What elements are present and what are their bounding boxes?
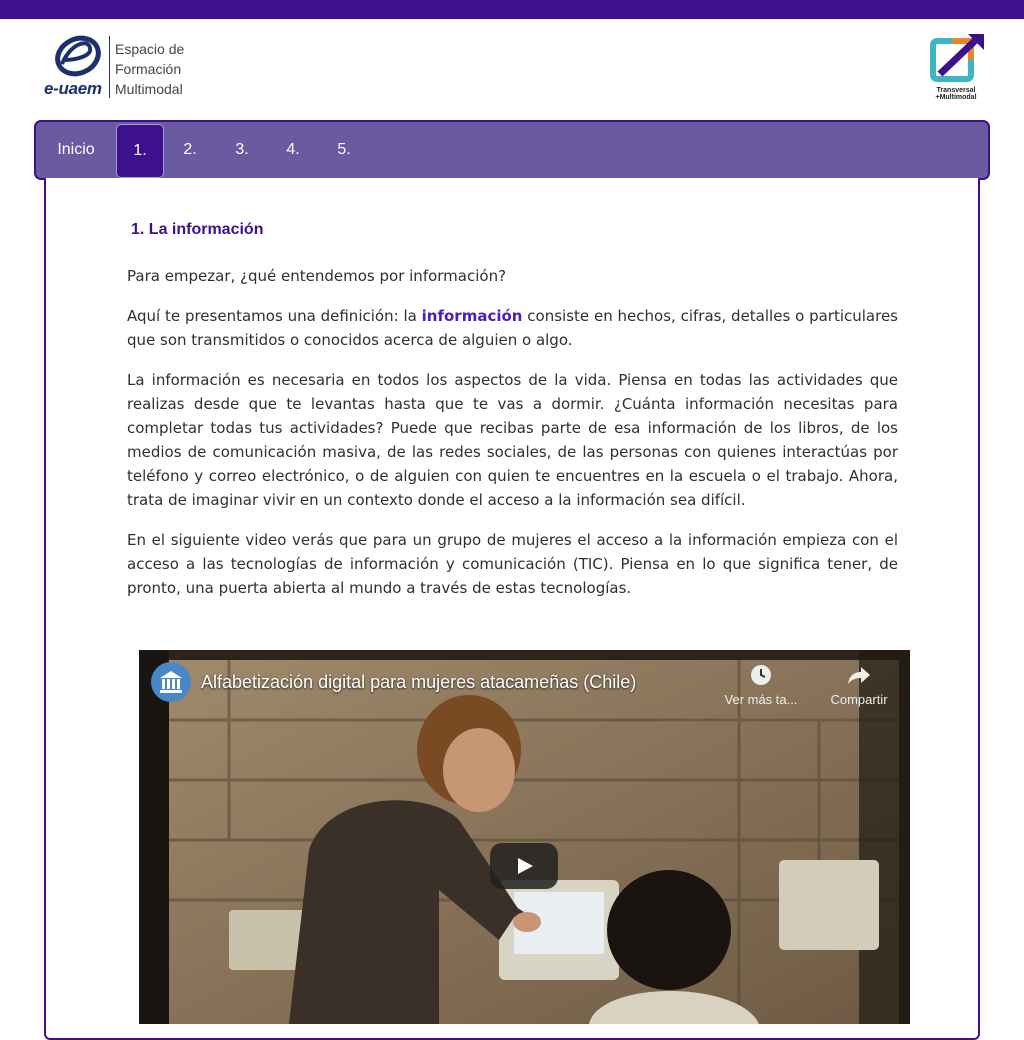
partner-text	[926, 87, 986, 101]
paragraph-definition	[127, 304, 898, 352]
unesco-temple-icon	[151, 662, 191, 702]
paragraph-video-intro: En el siguiente video verás que para un grupo de mujeres el acceso a la información empieza con el acceso a las tecnologías de información y comunicación (TIC). Piensa en lo que significa tener, de pronto, una puerta abierta al mundo a través de estas tecnologías.	[127, 531, 898, 597]
nav-section-1[interactable]: 1.	[116, 124, 164, 178]
play-button[interactable]	[490, 843, 558, 889]
video-title[interactable]: Alfabetización digital para mujeres atacameñas (Chile)	[201, 672, 637, 692]
video-player[interactable]	[139, 650, 910, 1024]
channel-avatar[interactable]	[151, 662, 191, 702]
nav-section-2[interactable]: 2.	[183, 141, 197, 158]
definition-rest: consiste en hechos, cifras, detalles o particulares que son transmitidos o conocidos acerca de alguien o algo.	[127, 307, 899, 349]
section-nav	[34, 120, 990, 180]
brand-line-1: Espacio de	[115, 41, 185, 57]
partner-line-1: Transversal	[936, 87, 976, 94]
transversal-arrow-icon	[930, 32, 986, 86]
definition-lead: Aquí te presentamos una definición: la	[127, 307, 422, 325]
transversal-multimodal-logo[interactable]	[924, 32, 990, 106]
lesson-content	[127, 218, 898, 616]
clock-icon	[750, 664, 772, 686]
nav-inicio[interactable]: Inicio	[57, 141, 95, 158]
nav-section-5[interactable]: 5.	[337, 141, 351, 158]
paragraph-importance: La información es necesaria en todos los aspectos de la vida. Piensa en todas las actividades que realizas desde que te levantas hasta que te vas a dormir. ¿Cuánta información necesitas para completar todas tus actividades? Puede que recibas parte de esa información de los libros, de los medios de comunicación masiva, de las redes sociales, de las personas con quienes interactúas por teléfono y correo electrónico, o de alguien con quien te encuentres en la escuela o el trabajo. Ahora, trata de imaginar vivir en un contexto donde el acceso a la información sea difícil.	[127, 371, 898, 509]
partner-line-2: +Multimodal	[935, 94, 977, 101]
page-title: 1. La información	[131, 221, 264, 238]
nav-section-3[interactable]: 3.	[235, 141, 249, 158]
play-icon	[516, 857, 534, 875]
watch-later-button[interactable]	[721, 664, 801, 707]
euaem-logo[interactable]	[44, 32, 204, 102]
euaem-emblem	[44, 32, 108, 102]
keyword-informacion: información	[421, 307, 523, 325]
share-button[interactable]	[819, 664, 899, 707]
watch-later-label: Ver más ta...	[724, 692, 798, 707]
euaem-e-icon	[50, 34, 102, 82]
share-arrow-icon	[847, 664, 871, 686]
nav-section-4[interactable]: 4.	[286, 141, 300, 158]
paragraph-intro: Para empezar, ¿qué entendemos por información?	[127, 267, 507, 285]
brand-line-3: Multimodal	[115, 81, 183, 97]
top-brand-bar	[0, 0, 1024, 19]
brand-line-2: Formación	[115, 61, 182, 77]
logo-divider	[109, 36, 110, 98]
share-label: Compartir	[830, 692, 888, 707]
brand-text	[115, 39, 184, 99]
euaem-wordmark: e-uaem	[44, 79, 102, 98]
